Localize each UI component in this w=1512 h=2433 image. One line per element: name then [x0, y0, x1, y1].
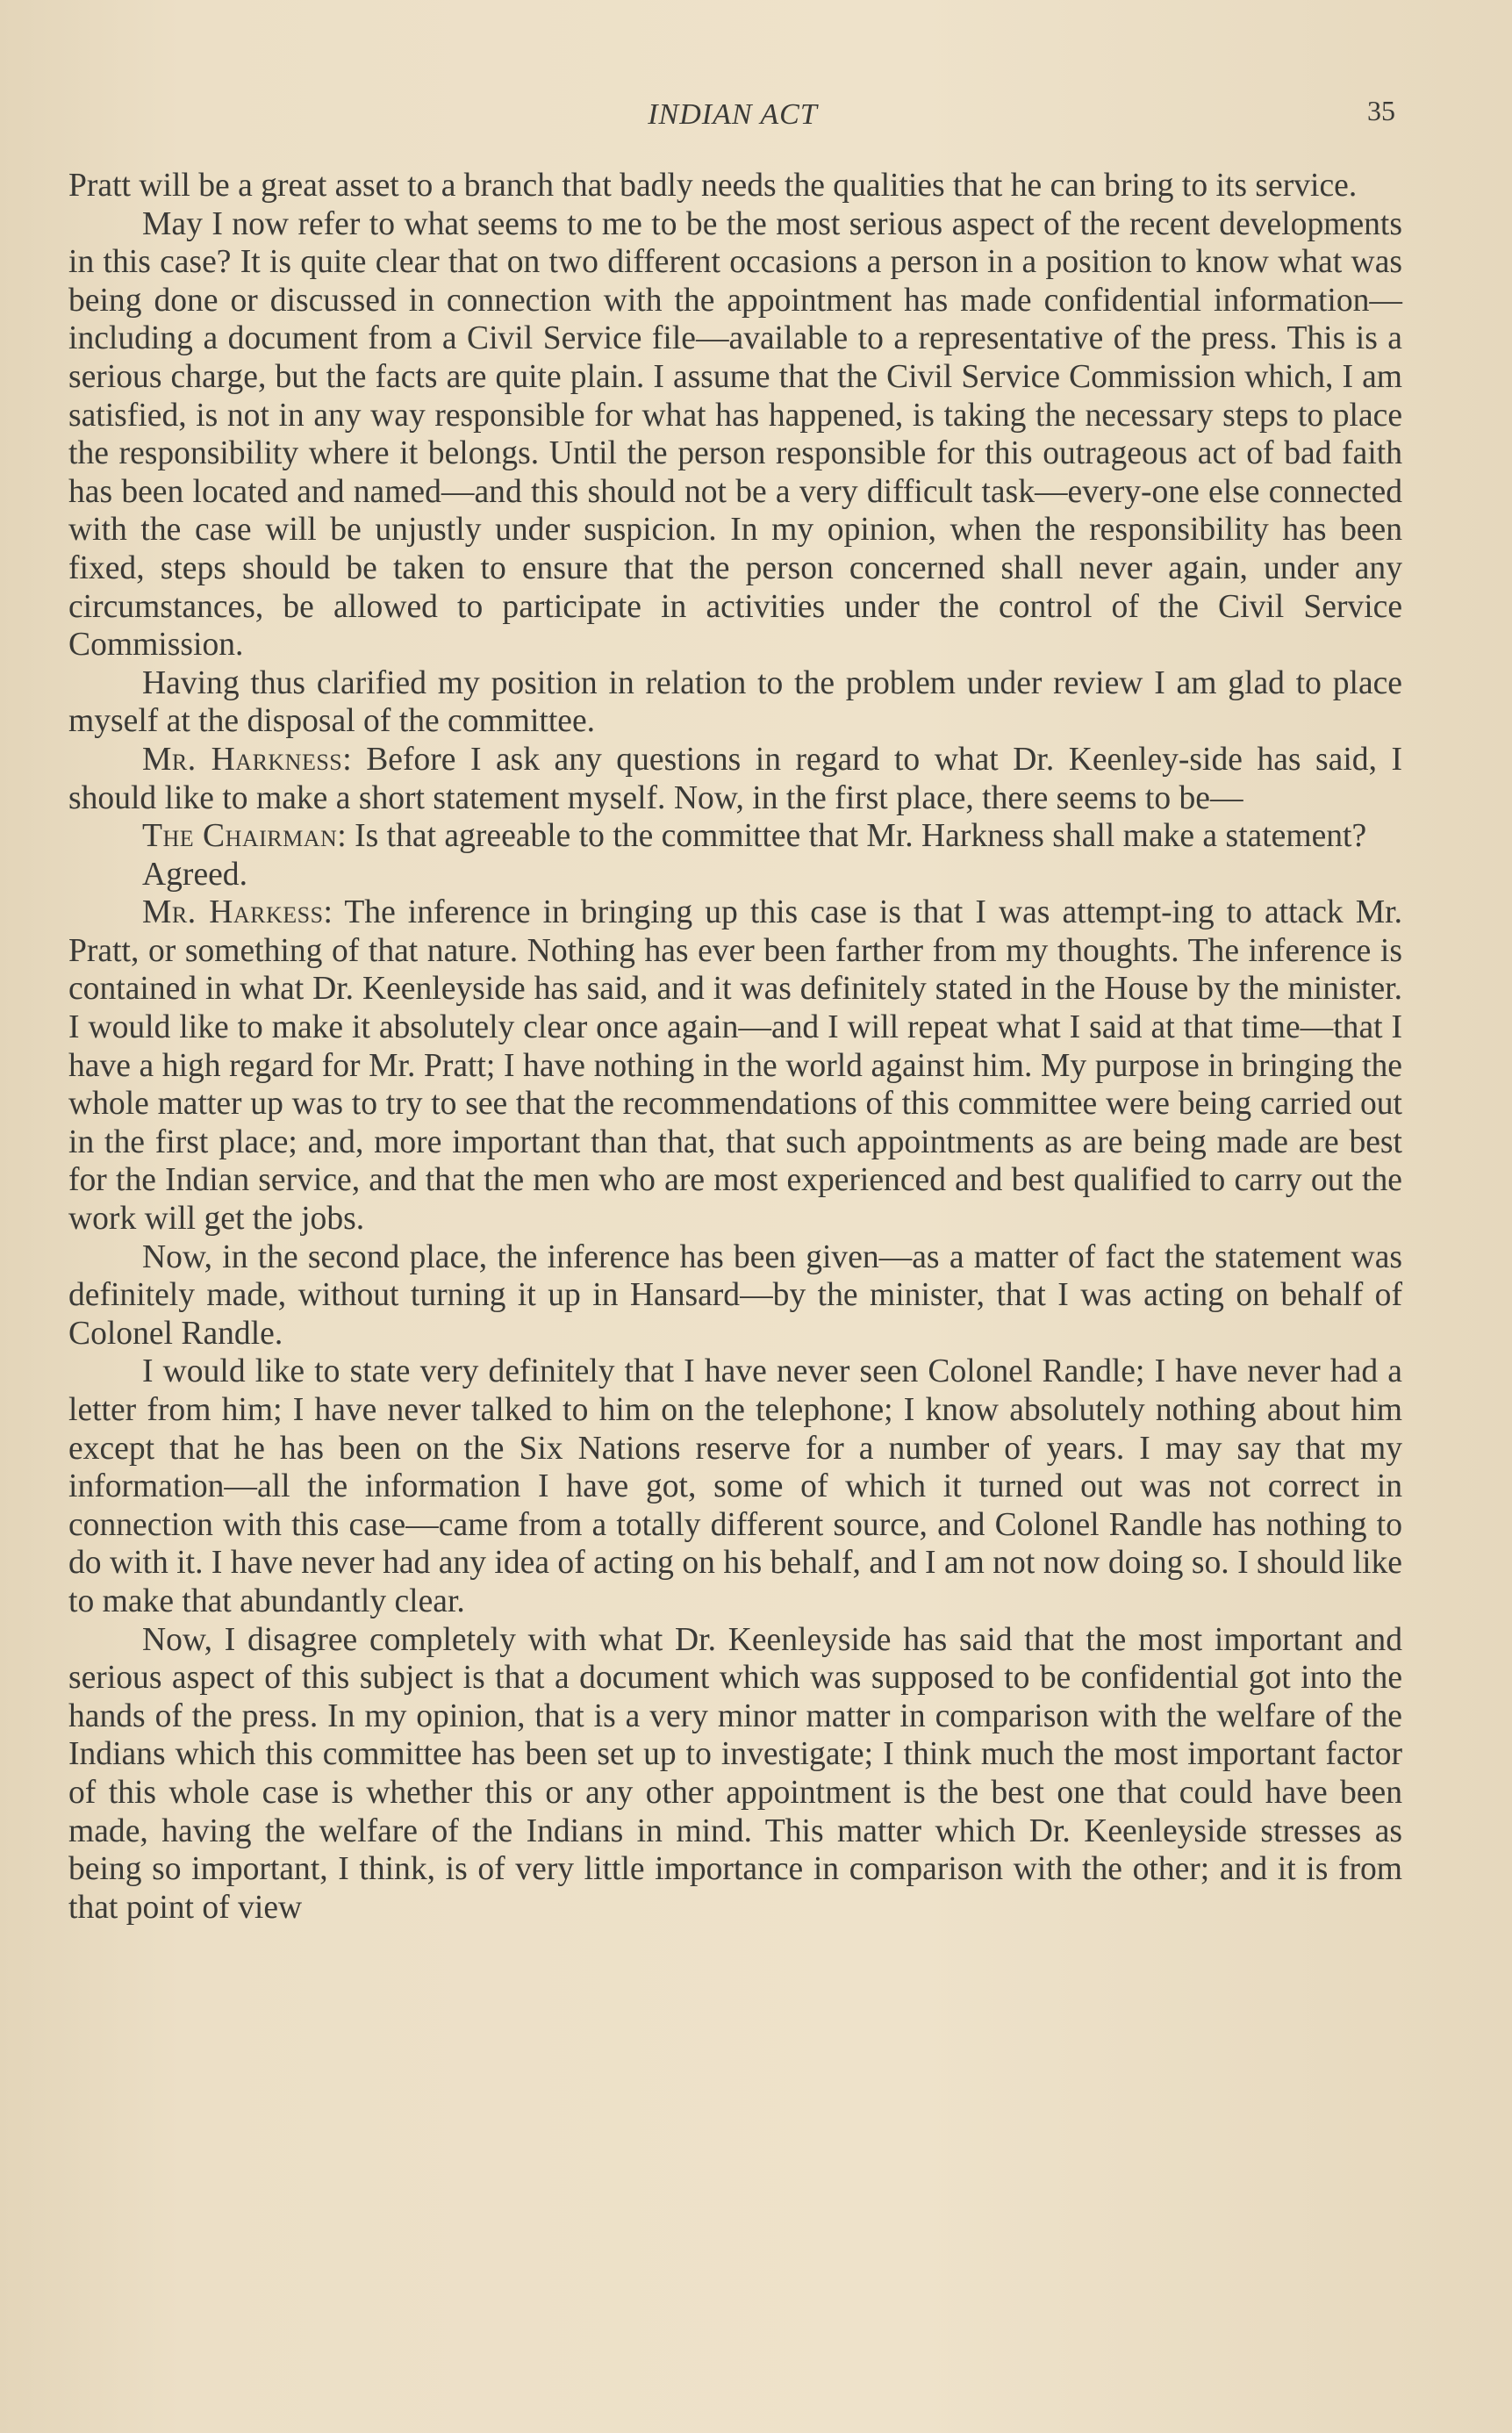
- body-text: [68, 167, 1402, 1927]
- paragraph-text: : Before I ask any questions in regard to what Dr. Keenley-side has said, I should like to make a short statement myself. Now, in the first place, there seems to be—: [68, 741, 1402, 816]
- paragraph-text: May I now refer to what seems to me to be the most serious aspect of the recent developments in this case? It is quite clear that on two different occasions a person in a position to know what was being done or discussed in connection with the appointment has made confidential information—including a document from a Civil Service file—available to a representative of the press. This is a serious charge, but the facts are quite plain. I assume that the Civil Service Commission which, I am satisfied, is not in any way responsible for what has happened, is taking the necessary steps to place the responsibility where it belongs. Until the person responsible for this outrageous act of bad faith has been located and named—and this should not be a very difficult task—every-one else connected with the case will be unjustly under suspicion. In my opinion, when the responsibility has been fixed, steps should be taken to ensure that the person concerned shall never again, under any circumstances, be allowed to participate in activities under the control of the Civil Service Commission.: [68, 205, 1402, 664]
- paragraph-text: Having thus clarified my position in relation to the problem under review I am glad to place myself at the disposal of the committee.: [68, 664, 1402, 740]
- paragraph: [68, 205, 1402, 664]
- paragraph-text: Agreed.: [142, 856, 247, 893]
- page-number: 35: [1367, 95, 1395, 126]
- running-title: INDIAN ACT: [648, 98, 818, 131]
- paragraph: [68, 741, 1402, 817]
- speaker-name: Mr. Harkness: [142, 741, 343, 778]
- paragraph: [68, 1353, 1402, 1620]
- paragraph-text: Now, I disagree completely with what Dr. Keenleyside has said that the most important and serious aspect of this subject is that a document which was supposed to be confidential got into the hands of the press. In my opinion, that is a very minor matter in comparison with the welfare of the Indians which this committee has been set up to investigate; I think much the most important factor of this whole case is whether this or any other appointment is the best one that could have been made, having the welfare of the Indians in mind. This matter which Dr. Keenleyside stresses as being so important, I think, is of very little importance in comparison with the other; and it is from that point of view: [68, 1621, 1402, 1926]
- paragraph: [68, 894, 1402, 1238]
- paragraph: [68, 856, 1402, 894]
- paragraph: [68, 167, 1402, 205]
- paragraph: [68, 664, 1402, 741]
- paragraph-text: I would like to state very definitely that I have never seen Colonel Randle; I have never had a letter from him; I have never talked to him on the telephone; I know absolutely nothing about him except that he has been on the Six Nations reserve for a number of years. I may say that my information—all the information I have got, some of which it turned out was not correct in connection with this case—came from a totally different source, and Colonel Randle has nothing to do with it. I have never had any idea of acting on his behalf, and I am not now doing so. I should like to make that abundantly clear.: [68, 1353, 1402, 1619]
- paragraph-text: Now, in the second place, the inference has been given—as a matter of fact the statement was definitely made, without turning it up in Hansard—by the minister, that I was acting on behalf of Colonel Randle.: [68, 1238, 1402, 1352]
- paragraph: [68, 817, 1402, 856]
- paragraph-text: : Is that agreeable to the committee that Mr. Harkness shall make a statement?: [337, 818, 1367, 855]
- page-header: [70, 95, 1395, 142]
- paragraph-text: : The inference in bringing up this case is that I was attempt-ing to attack Mr. Pratt, or something of that nature. Nothing has ever been farther from my thoughts. The inference is contained in what Dr. Keenleyside has said, and it was definitely stated in the House by the minister. I would like to make it absolutely clear once again—and I will repeat what I said at that time—that I have a high regard for Mr. Pratt; I have nothing in the world against him. My purpose in bringing the whole matter up was to try to see that the recommendations of this committee were being carried out in the first place; and, more important than that, that such appointments as are being made are best for the Indian service, and that the men who are most experienced and best qualified to carry out the work will get the jobs.: [68, 894, 1402, 1238]
- paragraph: [68, 1238, 1402, 1353]
- paragraph-text: Pratt will be a great asset to a branch that badly needs the qualities that he can bring to its service.: [68, 168, 1358, 204]
- speaker-name: The Chairman: [142, 818, 338, 855]
- paragraph: [68, 1621, 1402, 1927]
- speaker-name: Mr. Harkess: [142, 894, 324, 931]
